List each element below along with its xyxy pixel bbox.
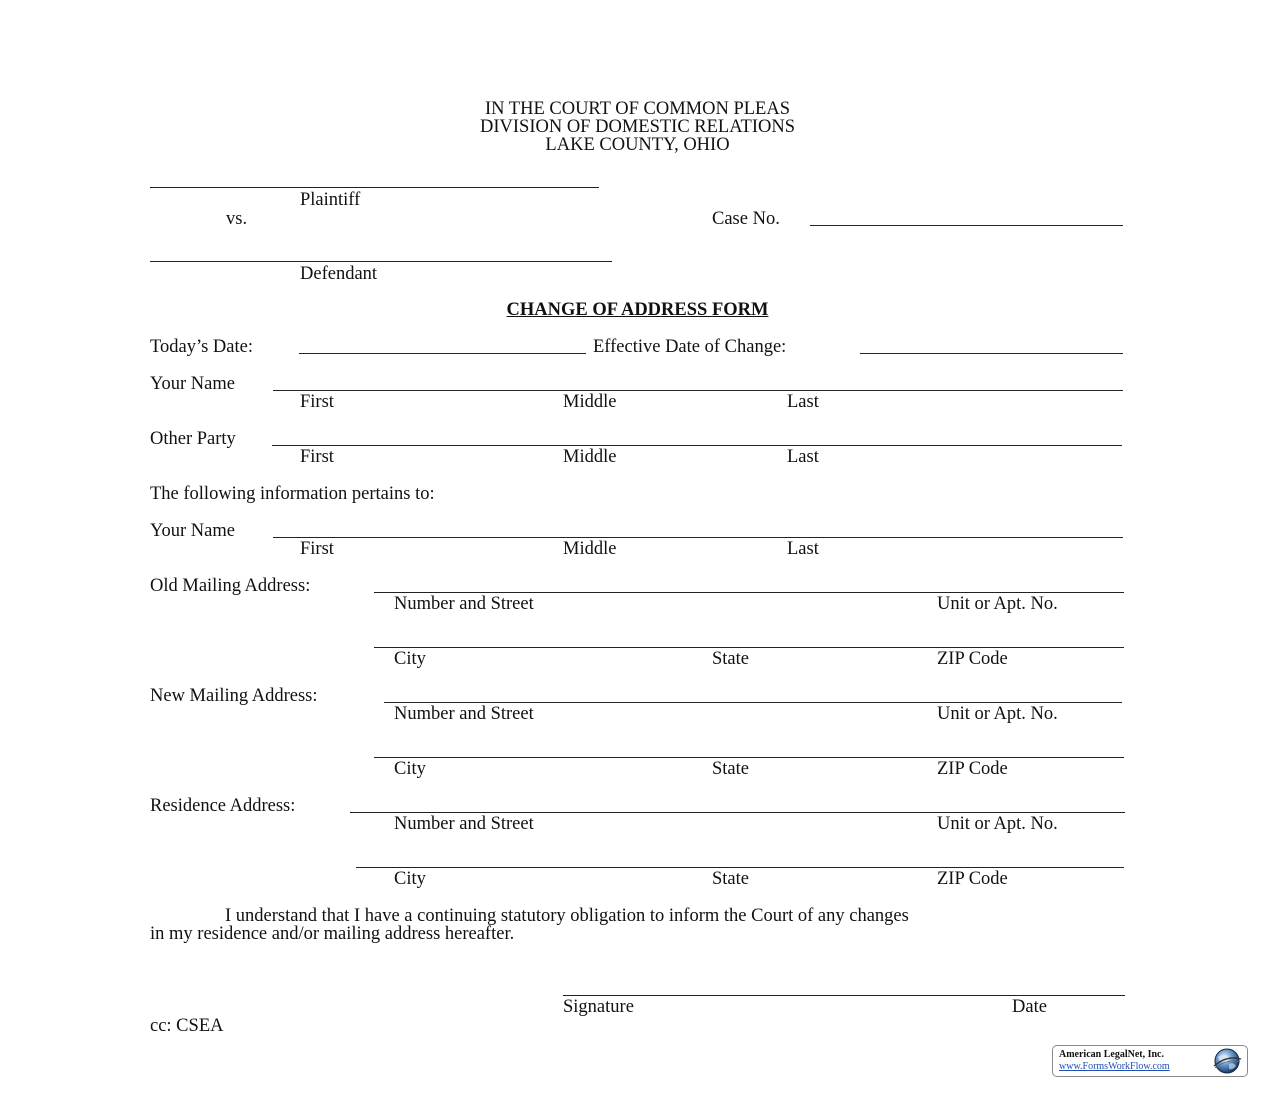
residence-label: Residence Address: bbox=[150, 796, 296, 816]
new-mailing-label: New Mailing Address: bbox=[150, 686, 318, 706]
middle-label: Middle bbox=[563, 539, 617, 559]
form-title: CHANGE OF ADDRESS FORM bbox=[506, 300, 769, 320]
defendant-field[interactable] bbox=[150, 261, 612, 262]
number-street-label: Number and Street bbox=[394, 704, 534, 724]
signature-label: Signature bbox=[563, 997, 634, 1017]
new-city-field[interactable] bbox=[374, 757, 1124, 758]
court-name: IN THE COURT OF COMMON PLEAS bbox=[484, 99, 791, 119]
old-city-field[interactable] bbox=[374, 647, 1124, 648]
city-label: City bbox=[394, 759, 426, 779]
statement-line-1: I understand that I have a continuing statutory obligation to inform the Court of any changes bbox=[225, 906, 909, 926]
last-label: Last bbox=[787, 539, 819, 559]
case-no-field[interactable] bbox=[810, 225, 1123, 226]
city-label: City bbox=[394, 869, 426, 889]
logo-company-name: American LegalNet, Inc. bbox=[1059, 1049, 1164, 1060]
first-label: First bbox=[300, 392, 334, 412]
legalnet-logo[interactable] bbox=[1052, 1045, 1248, 1077]
effective-date-field[interactable] bbox=[860, 353, 1123, 354]
number-street-label: Number and Street bbox=[394, 814, 534, 834]
logo-url[interactable]: www.FormsWorkFlow.com bbox=[1059, 1061, 1170, 1072]
your-name-field[interactable] bbox=[273, 537, 1123, 538]
todays-date-label: Today’s Date: bbox=[150, 337, 253, 357]
defendant-label: Defendant bbox=[300, 264, 378, 284]
effective-date-label: Effective Date of Change: bbox=[593, 337, 787, 357]
state-label: State bbox=[712, 759, 749, 779]
zip-label: ZIP Code bbox=[937, 869, 1008, 889]
state-label: State bbox=[712, 649, 749, 669]
statement-line-2: in my residence and/or mailing address hereafter. bbox=[150, 924, 515, 944]
your-name-label: Your Name bbox=[150, 374, 235, 394]
middle-label: Middle bbox=[563, 447, 617, 467]
case-no-label: Case No. bbox=[712, 209, 780, 229]
cc-line: cc: CSEA bbox=[150, 1016, 224, 1036]
number-street-label: Number and Street bbox=[394, 594, 534, 614]
other-party-field[interactable] bbox=[272, 445, 1122, 446]
your-name-field[interactable] bbox=[273, 390, 1123, 391]
unit-label: Unit or Apt. No. bbox=[937, 814, 1058, 834]
division-name: DIVISION OF DOMESTIC RELATIONS bbox=[479, 117, 795, 137]
first-label: First bbox=[300, 539, 334, 559]
globe-logo-icon bbox=[1210, 1047, 1244, 1075]
zip-label: ZIP Code bbox=[937, 649, 1008, 669]
pertains-text: The following information pertains to: bbox=[150, 484, 435, 504]
city-label: City bbox=[394, 649, 426, 669]
unit-label: Unit or Apt. No. bbox=[937, 594, 1058, 614]
your-name-label: Your Name bbox=[150, 521, 235, 541]
zip-label: ZIP Code bbox=[937, 759, 1008, 779]
middle-label: Middle bbox=[563, 392, 617, 412]
other-party-label: Other Party bbox=[150, 429, 236, 449]
first-label: First bbox=[300, 447, 334, 467]
plaintiff-label: Plaintiff bbox=[300, 190, 361, 210]
county-name: LAKE COUNTY, OHIO bbox=[545, 135, 730, 155]
vs-label: vs. bbox=[226, 209, 248, 229]
old-mailing-label: Old Mailing Address: bbox=[150, 576, 311, 596]
last-label: Last bbox=[787, 447, 819, 467]
date-label: Date bbox=[1012, 997, 1047, 1017]
state-label: State bbox=[712, 869, 749, 889]
last-label: Last bbox=[787, 392, 819, 412]
todays-date-field[interactable] bbox=[299, 353, 586, 354]
plaintiff-field[interactable] bbox=[150, 187, 599, 188]
unit-label: Unit or Apt. No. bbox=[937, 704, 1058, 724]
